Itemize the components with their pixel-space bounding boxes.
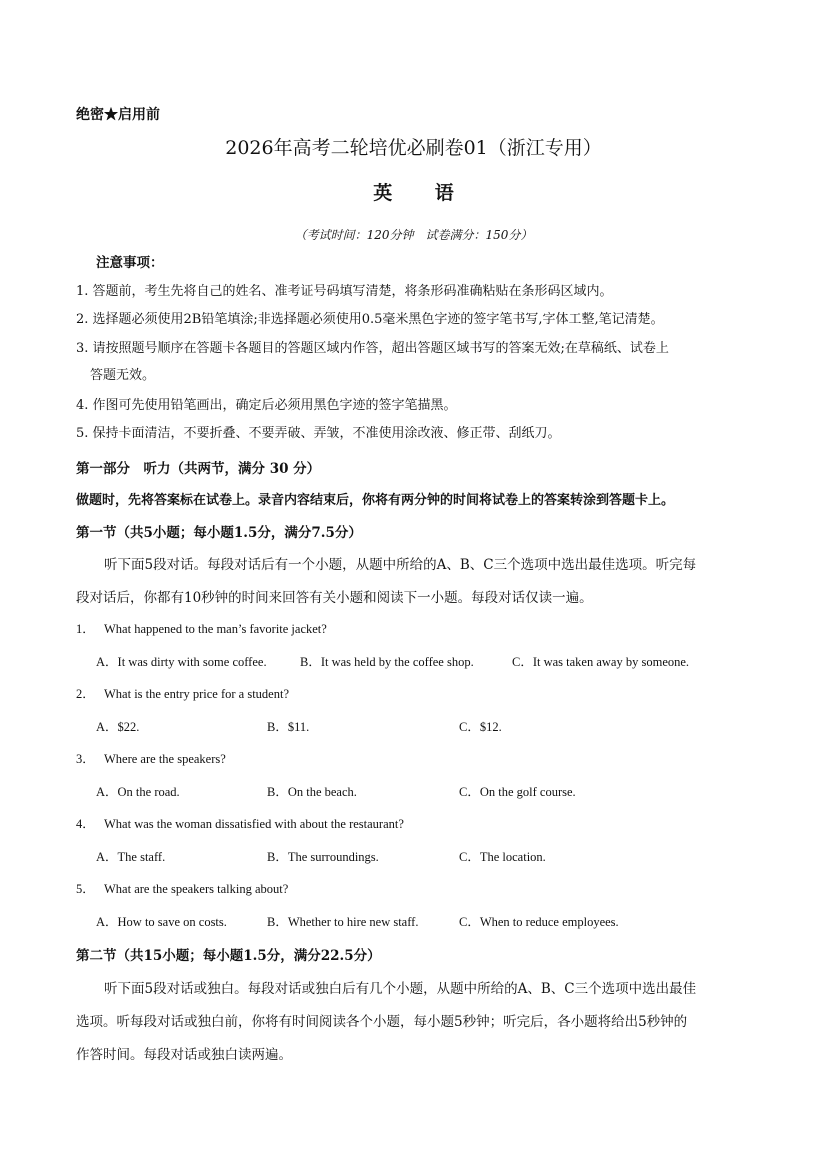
option-b: B．The surroundings. (267, 850, 379, 864)
question-item (76, 684, 289, 702)
question-number: 4． (76, 817, 95, 831)
section2-paragraph: 作答时间。每段对话或独白读两遍。 (76, 1047, 292, 1063)
question-number: 2． (76, 687, 95, 701)
section2-paragraph: 听下面5段对话或独白。每段对话或独白后有几个小题，从题中所给的A、B、C三个选项中选出最佳 (104, 981, 697, 997)
question-item (76, 749, 226, 767)
section1-paragraph: 听下面5段对话。每段对话后有一个小题，从题中所给的A、B、C三个选项中选出最佳选项。听完每 (104, 557, 697, 573)
question-text: What is the entry price for a student? (104, 687, 289, 701)
option-c: C．When to reduce employees. (459, 915, 619, 929)
notice-item: 2. 选择题必须使用2B铅笔填涂;非选择题必须使用0.5毫米黑色字迹的签字笔书写,字体工整,笔记清楚。 (76, 312, 664, 327)
part1-instruction: 做题时，先将答案标在试卷上。录音内容结束后，你将有两分钟的时间将试卷上的答案转涂到答题卡上。 (76, 493, 675, 508)
option-a: A．How to save on costs. (96, 915, 227, 929)
option-c: C．On the golf course. (459, 785, 576, 799)
question-text: Where are the speakers? (104, 752, 226, 766)
section2-paragraph: 选项。听每段对话或独白前，你将有时间阅读各个小题，每小题5秒钟；听完后，各小题将给出5秒钟的 (76, 1014, 688, 1030)
notice-item: 1. 答题前，考生先将自己的姓名、准考证号码填写清楚，将条形码准确粘贴在条形码区域内。 (76, 284, 613, 299)
notice-item: 答题无效。 (90, 368, 156, 383)
subject-title: 英 语 (373, 182, 472, 204)
option-c: C．$12. (459, 720, 502, 734)
confidential-label: 绝密★启用前 (76, 107, 160, 123)
exam-info: （考试时间：120分钟 试卷满分：150分） (294, 228, 533, 242)
option-c: C．It was taken away by someone. (512, 655, 690, 669)
option-b: B．Whether to hire new staff. (267, 915, 419, 929)
option-a: A．The staff. (96, 850, 166, 864)
notice-item: 4. 作图可先使用铅笔画出，确定后必须用黑色字迹的签字笔描黑。 (76, 398, 457, 413)
option-b: B．On the beach. (267, 785, 357, 799)
question-text: What happened to the man’s favorite jacket? (104, 622, 327, 636)
option-a: A．It was dirty with some coffee. (96, 655, 267, 669)
question-item (76, 814, 404, 832)
notice-item: 3. 请按照题号顺序在答题卡各题目的答题区域内作答，超出答题区域书写的答案无效;在草稿纸、试卷上 (76, 341, 669, 356)
option-a: A．On the road. (96, 785, 180, 799)
question-item (76, 879, 288, 897)
question-item (76, 619, 327, 637)
question-text: What are the speakers talking about? (104, 882, 289, 896)
section1-heading: 第一节（共5小题；每小题1.5分，满分7.5分） (76, 525, 362, 541)
option-b: B．It was held by the coffee shop. (300, 655, 474, 669)
option-a: A．$22. (96, 720, 140, 734)
section2-heading: 第二节（共15小题；每小题1.5分，满分22.5分） (76, 948, 381, 964)
exam-title: 2026年高考二轮培优必刷卷01（浙江专用） (225, 137, 602, 159)
question-text: What was the woman dissatisfied with about the restaurant? (104, 817, 404, 831)
question-number: 3． (76, 752, 95, 766)
option-b: B．$11. (267, 720, 310, 734)
notice-heading: 注意事项： (96, 255, 164, 271)
part1-heading: 第一部分 听力（共两节，满分 30 分） (76, 461, 321, 477)
notice-item: 5. 保持卡面清洁，不要折叠、不要弄破、弄皱，不准使用涂改液、修正带、刮纸刀。 (76, 426, 561, 441)
question-number: 1． (76, 622, 95, 636)
question-number: 5． (76, 882, 95, 896)
option-c: C．The location. (459, 850, 546, 864)
section1-paragraph: 段对话后，你都有10秒钟的时间来回答有关小题和阅读下一小题。每段对话仅读一遍。 (76, 590, 593, 606)
